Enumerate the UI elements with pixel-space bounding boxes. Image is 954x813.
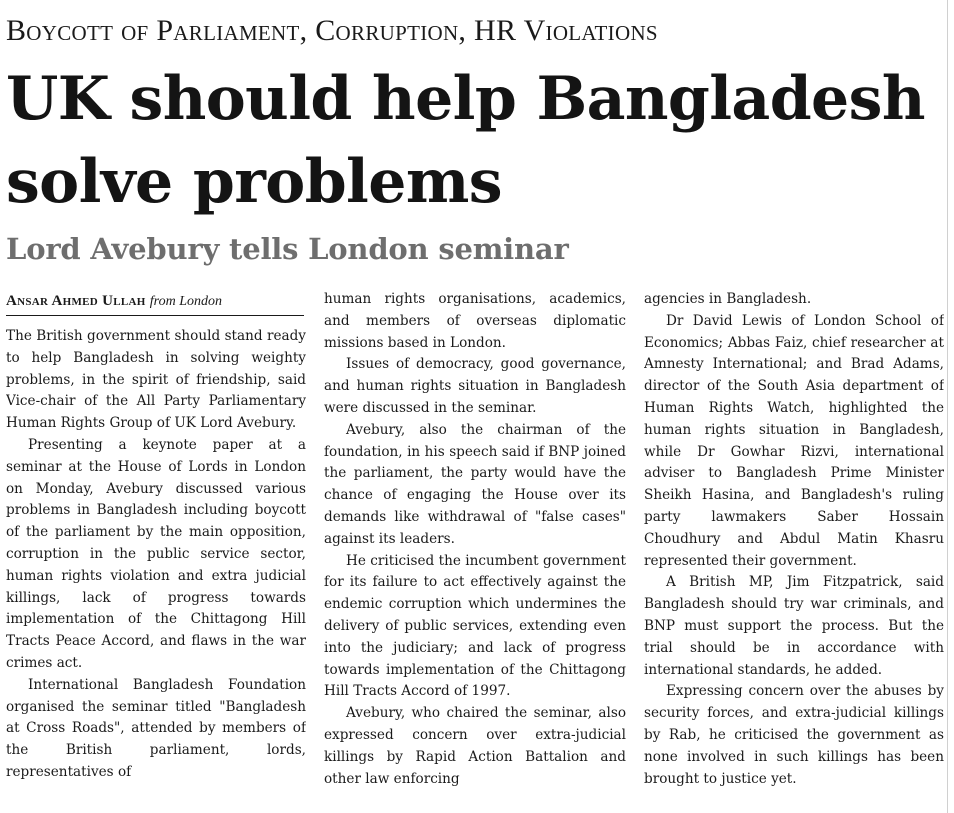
kicker: Boycott of Parliament, Corruption, HR Violations [6, 14, 658, 47]
article-paragraph: Issues of democracy, good governance, and human rights situation in Bangladesh were discussed in the seminar. [324, 356, 626, 416]
article-paragraph: Dr David Lewis of London School of Economics; Abbas Faiz, chief researcher at Amnesty International; and Brad Adams, director of the South Asia department of Human Rights Watch, highlighted the human rights situation in Bangladesh, while Dr Gowhar Rizvi, international adviser to Bangladesh Prime Minister Sheikh Hasina, and Bangladesh's ruling party lawmakers Saber Hossain Choudhury and Abdul Matin Khasru represented their government. [644, 312, 944, 569]
byline-location: from London [149, 294, 222, 309]
column-rule [947, 0, 948, 813]
article-paragraph: Expressing concern over the abuses by security forces, and extra-judicial killings by Rab, he criticised the government as none involved in such killings has been brought to justice yet. [644, 683, 944, 787]
article-paragraph: He criticised the incumbent government for its failure to act effectively against the endemic corruption which undermines the delivery of public services, extending even into the judiciary; and lack of progress towards implementation of the Chittagong Hill Tracts Accord of 1997. [324, 552, 626, 700]
headline: UK should help Bangladesh solve problems [6, 64, 925, 217]
article-paragraph: The British government should stand ready to help Bangladesh in solving weighty problems, in the spirit of friendship, said Vice-chair of the All Party Parliamentary Human Rights Group of UK Lord Avebury. [6, 328, 306, 432]
article-column-3 [644, 289, 944, 811]
subheadline: Lord Avebury tells London seminar [6, 232, 569, 266]
article-column-2 [324, 289, 626, 811]
news-article [6, 0, 946, 813]
article-paragraph: agencies in Bangladesh. [644, 291, 812, 307]
article-paragraph: A British MP, Jim Fitzpatrick, said Bangladesh should try war criminals, and BNP must support the process. But the trial should be in accordance with international standards, he added. [644, 574, 944, 678]
byline-author: Ansar Ahmed Ullah [6, 293, 146, 309]
article-column-1 [6, 326, 306, 811]
article-paragraph: International Bangladesh Foundation organised the seminar titled "Bangladesh at Cross Roads", attended by members of the British parliament, lords, representatives of [6, 676, 306, 780]
article-paragraph: Presenting a keynote paper at a seminar at the House of Lords in London on Monday, Avebury discussed various problems in Bangladesh including boycott of the parliament by the main opposition, corruption in the public service sector, human rights violation and extra judicial killings, lack of progress towards implementation of the Chittagong Hill Tracts Peace Accord, and flaws in the war crimes act. [6, 436, 306, 671]
article-paragraph: Avebury, also the chairman of the foundation, in his speech said if BNP joined the parliament, the party would have the chance of engaging the House over its demands like withdrawal of "false cases" against its leaders. [324, 421, 626, 547]
article-paragraph: human rights organisations, academics, and members of overseas diplomatic missions based in London. [324, 291, 626, 351]
byline [6, 293, 304, 316]
article-paragraph: Avebury, who chaired the seminar, also expressed concern over extra-judicial killings by Rapid Action Battalion and other law enforcing [324, 705, 626, 787]
